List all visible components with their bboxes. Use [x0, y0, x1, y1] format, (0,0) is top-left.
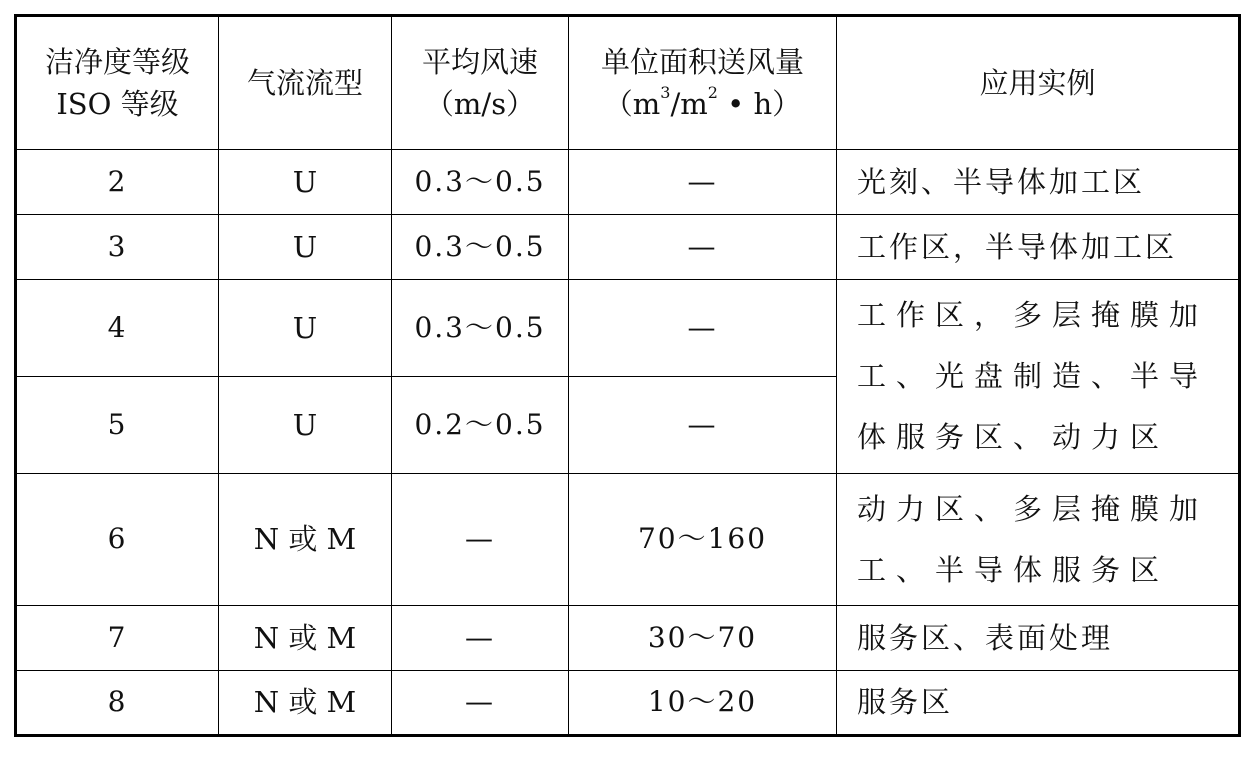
cell-speed: 0.3～0.5 [392, 150, 569, 215]
cell-grade: 4 [16, 280, 219, 377]
cell-volume: — [569, 377, 837, 474]
header-volume [569, 16, 837, 150]
cell-flow: U [219, 280, 392, 377]
cell-flow: U [219, 150, 392, 215]
cell-grade: 5 [16, 377, 219, 474]
table-row [16, 606, 1240, 671]
header-volume-unit [569, 83, 836, 125]
header-grade [16, 16, 219, 150]
cell-grade: 8 [16, 671, 219, 736]
cell-speed: — [392, 474, 569, 606]
cell-volume: 10～20 [569, 671, 837, 736]
cell-volume: — [569, 215, 837, 280]
table-row [16, 671, 1240, 736]
header-grade-line1: 洁净度等级 [44, 44, 190, 79]
cell-speed: — [392, 671, 569, 736]
cell-app: 光刻、半导体加工区 [837, 150, 1240, 215]
cell-grade: 2 [16, 150, 219, 215]
cell-volume: 30～70 [569, 606, 837, 671]
header-speed-unit: （m/s） [424, 87, 536, 121]
header-volume-line1: 单位面积送风量 [600, 44, 804, 79]
cell-volume: — [569, 280, 837, 377]
cell-speed: 0.2～0.5 [392, 377, 569, 474]
cell-speed: — [392, 606, 569, 671]
cell-flow: N 或 M [219, 671, 392, 736]
unit-part: /m [670, 87, 708, 121]
cell-flow: U [219, 377, 392, 474]
cell-grade: 3 [16, 215, 219, 280]
unit-part: • h） [717, 87, 802, 121]
cell-app: 动力区、多层掩膜加工、半导体服务区 [837, 474, 1240, 606]
cell-app: 服务区 [837, 671, 1240, 736]
cell-speed: 0.3～0.5 [392, 280, 569, 377]
table-row [16, 474, 1240, 606]
header-flow: 气流流型 [219, 16, 392, 150]
cell-flow: N 或 M [219, 606, 392, 671]
cell-grade: 7 [16, 606, 219, 671]
header-speed [392, 16, 569, 150]
cell-app: 工作区，半导体加工区 [837, 215, 1240, 280]
cell-app: 服务区、表面处理 [837, 606, 1240, 671]
cell-app-merged: 工作区，多层掩膜加工、光盘制造、半导体服务区、动力区 [837, 280, 1240, 474]
cell-volume: — [569, 150, 837, 215]
cell-flow: N 或 M [219, 474, 392, 606]
cell-grade: 6 [16, 474, 219, 606]
unit-superscript: 2 [707, 83, 718, 102]
header-grade-line2: ISO 等级 [56, 87, 179, 121]
cleanroom-grade-table [14, 14, 1241, 737]
table-body [16, 150, 1240, 736]
unit-part: （m [603, 87, 661, 121]
header-row [16, 16, 1240, 150]
cell-volume: 70～160 [569, 474, 837, 606]
table-row [16, 280, 1240, 377]
table-row [16, 150, 1240, 215]
cell-flow: U [219, 215, 392, 280]
cell-speed: 0.3～0.5 [392, 215, 569, 280]
table-row [16, 215, 1240, 280]
header-app: 应用实例 [837, 16, 1240, 150]
unit-superscript: 3 [660, 83, 671, 102]
table-header [16, 16, 1240, 150]
header-speed-line1: 平均风速 [421, 44, 538, 79]
